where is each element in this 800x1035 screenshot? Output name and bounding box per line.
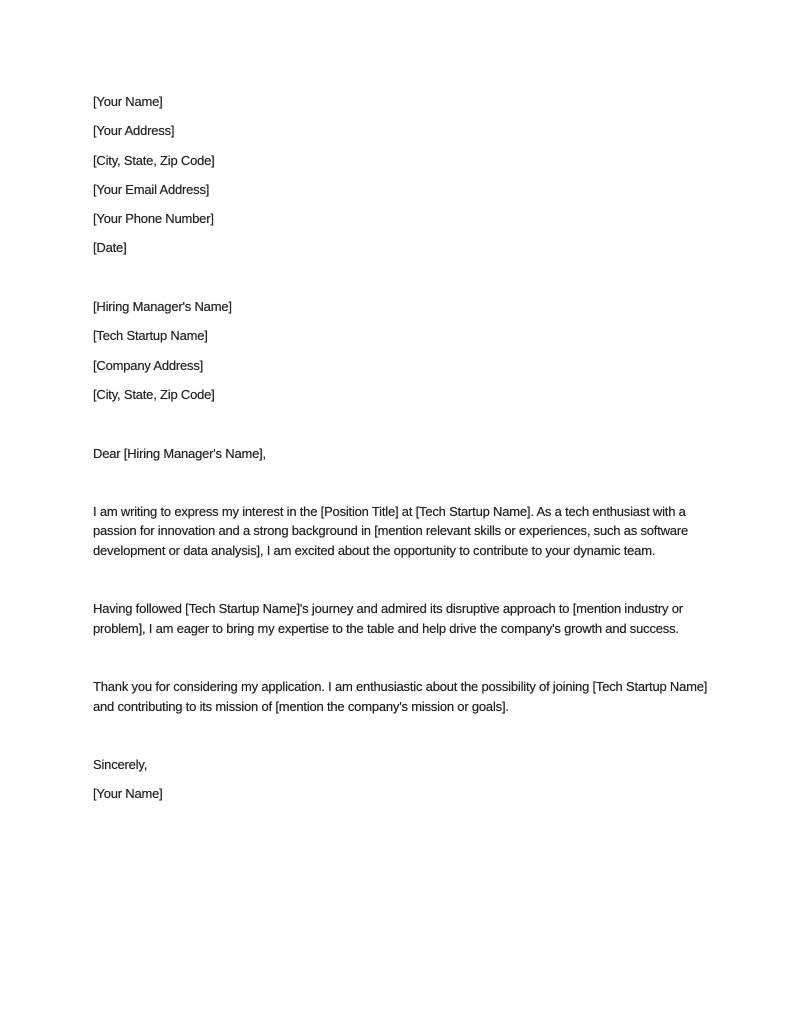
body-paragraph-intro: I am writing to express my interest in the [Position Title] at [Tech Startup Name]. As a tech enthusiast with a passion for innovation and a strong background in [mention relevant skills or experiences, such as software development or data analysis], I am excited about the opportunity to contribute to your dynamic team. bbox=[93, 504, 688, 558]
blank-line bbox=[93, 570, 713, 599]
blank-line bbox=[93, 648, 713, 677]
closing-line: Sincerely, bbox=[93, 757, 148, 773]
sender-phone: [Your Phone Number] bbox=[93, 211, 214, 227]
sender-city-state-zip: [City, State, Zip Code] bbox=[93, 152, 215, 168]
body-paragraph-thanks: Thank you for considering my application. I am enthusiastic about the possibility of joining [Tech Startup Name] and contributing to its mission of [mention the company's mission or goals]. bbox=[93, 679, 708, 714]
body-paragraph-company-interest: Having followed [Tech Startup Name]'s journey and admired its disruptive approach to [mention industry or problem], I am eager to bring my expertise to the table and help drive the company's growth and success. bbox=[93, 601, 683, 636]
blank-line bbox=[93, 726, 713, 755]
recipient-block bbox=[93, 297, 713, 404]
signature-name: [Your Name] bbox=[93, 786, 163, 802]
recipient-hiring-manager-name: [Hiring Manager's Name] bbox=[93, 299, 232, 315]
recipient-company-name: [Tech Startup Name] bbox=[93, 328, 208, 344]
recipient-company-address: [Company Address] bbox=[93, 357, 204, 373]
sender-email: [Your Email Address] bbox=[93, 181, 210, 197]
sender-address: [Your Address] bbox=[93, 123, 175, 139]
greeting-line: Dear [Hiring Manager's Name], bbox=[93, 445, 266, 461]
sender-block bbox=[93, 92, 713, 258]
blank-line bbox=[93, 473, 713, 502]
blank-line bbox=[93, 268, 713, 297]
blank-line bbox=[93, 414, 713, 443]
sender-name: [Your Name] bbox=[93, 94, 163, 109]
letter-date: [Date] bbox=[93, 240, 127, 256]
recipient-city-state-zip: [City, State, Zip Code] bbox=[93, 386, 215, 402]
